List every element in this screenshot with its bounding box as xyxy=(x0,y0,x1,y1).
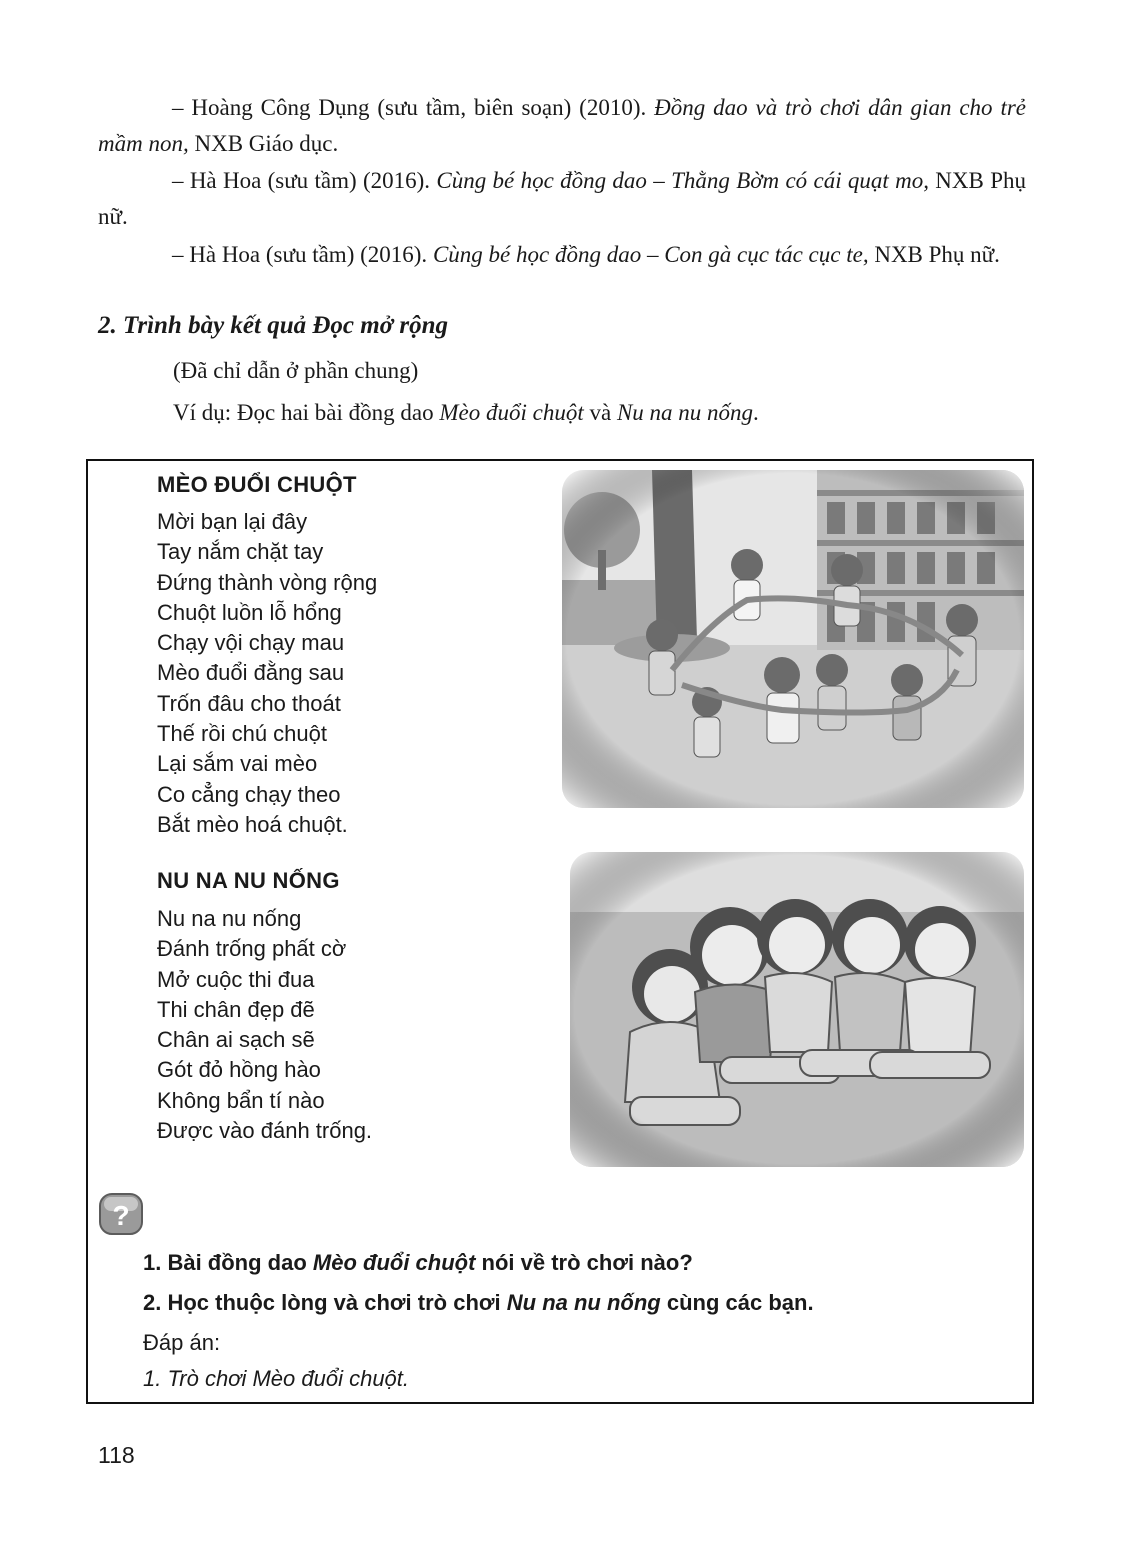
reference-1: – Hoàng Công Dụng (sưu tầm, biên soạn) (2010). Đồng dao và trò chơi dân gian cho trẻ mầm non, NXB Giáo dục. xyxy=(98,95,1026,156)
question-2: 2. Học thuộc lòng và chơi trò chơi Nu na nu nống cùng các bạn. xyxy=(143,1290,814,1315)
poem-line: Chạy vội chạy mau xyxy=(157,630,345,656)
poem-line: Nu na nu nống xyxy=(157,906,302,931)
poem-line: Được vào đánh trống. xyxy=(157,1118,373,1144)
poem-title-nu-na-nu-nong: NU NA NU NỐNG xyxy=(157,868,340,893)
illustration-children-circle xyxy=(562,470,1024,808)
poem-lines-meo-duoi-chuot xyxy=(157,507,377,840)
poem-line: Trốn đâu cho thoát xyxy=(157,690,341,716)
poem-title-meo-duoi-chuot: MÈO ĐUỔI CHUỘT xyxy=(157,472,357,497)
reference-3: – Hà Hoa (sưu tầm) (2016). Cùng bé học đồng dao – Con gà cục tác cục te, NXB Phụ nữ. xyxy=(172,242,1000,267)
poem-line: Đứng thành vòng rộng xyxy=(157,569,378,595)
poem-line: Gót đỏ hồng hào xyxy=(157,1057,321,1083)
answer-text: 1. Trò chơi Mèo đuổi chuột. xyxy=(143,1366,410,1391)
illustration-children-sitting xyxy=(570,852,1024,1167)
poem-line: Co cẳng chạy theo xyxy=(157,781,341,807)
poem-line: Chuột luồn lỗ hổng xyxy=(157,599,342,625)
poem-line: Tay nắm chặt tay xyxy=(157,539,324,565)
poem-line: Thi chân đẹp đẽ xyxy=(157,996,315,1022)
poem-line: Mở cuộc thi đua xyxy=(157,966,315,992)
question-icon xyxy=(98,1192,144,1236)
page-number: 118 xyxy=(98,1442,135,1468)
poem-line: Không bẩn tí nào xyxy=(157,1087,325,1113)
section-note: (Đã chỉ dẫn ở phần chung) xyxy=(173,358,419,383)
poem-line: Mời bạn lại đây xyxy=(157,509,308,534)
poem-line: Chân ai sạch sẽ xyxy=(157,1027,315,1053)
poem-line: Lại sắm vai mèo xyxy=(157,751,318,777)
poem-lines-nu-na-nu-nong xyxy=(157,904,372,1146)
svg-text:?: ? xyxy=(112,1200,130,1231)
question-1: 1. Bài đồng dao Mèo đuổi chuột nói về trò chơi nào? xyxy=(143,1250,693,1275)
poem-line: Thế rồi chú chuột xyxy=(157,721,327,747)
reference-2: – Hà Hoa (sưu tầm) (2016). Cùng bé học đồng dao – Thằng Bờm có cái quạt mo, NXB Phụ nữ. xyxy=(98,168,1026,229)
section-example: Ví dụ: Đọc hai bài đồng dao Mèo đuổi chuột và Nu na nu nống. xyxy=(173,400,759,425)
poem-line: Bắt mèo hoá chuột. xyxy=(157,811,348,837)
poem-line: Mèo đuổi đằng sau xyxy=(157,660,345,686)
answer-label: Đáp án: xyxy=(143,1330,221,1355)
poem-line: Đánh trống phất cờ xyxy=(157,936,347,962)
section-heading: 2. Trình bày kết quả Đọc mở rộng xyxy=(98,312,449,339)
